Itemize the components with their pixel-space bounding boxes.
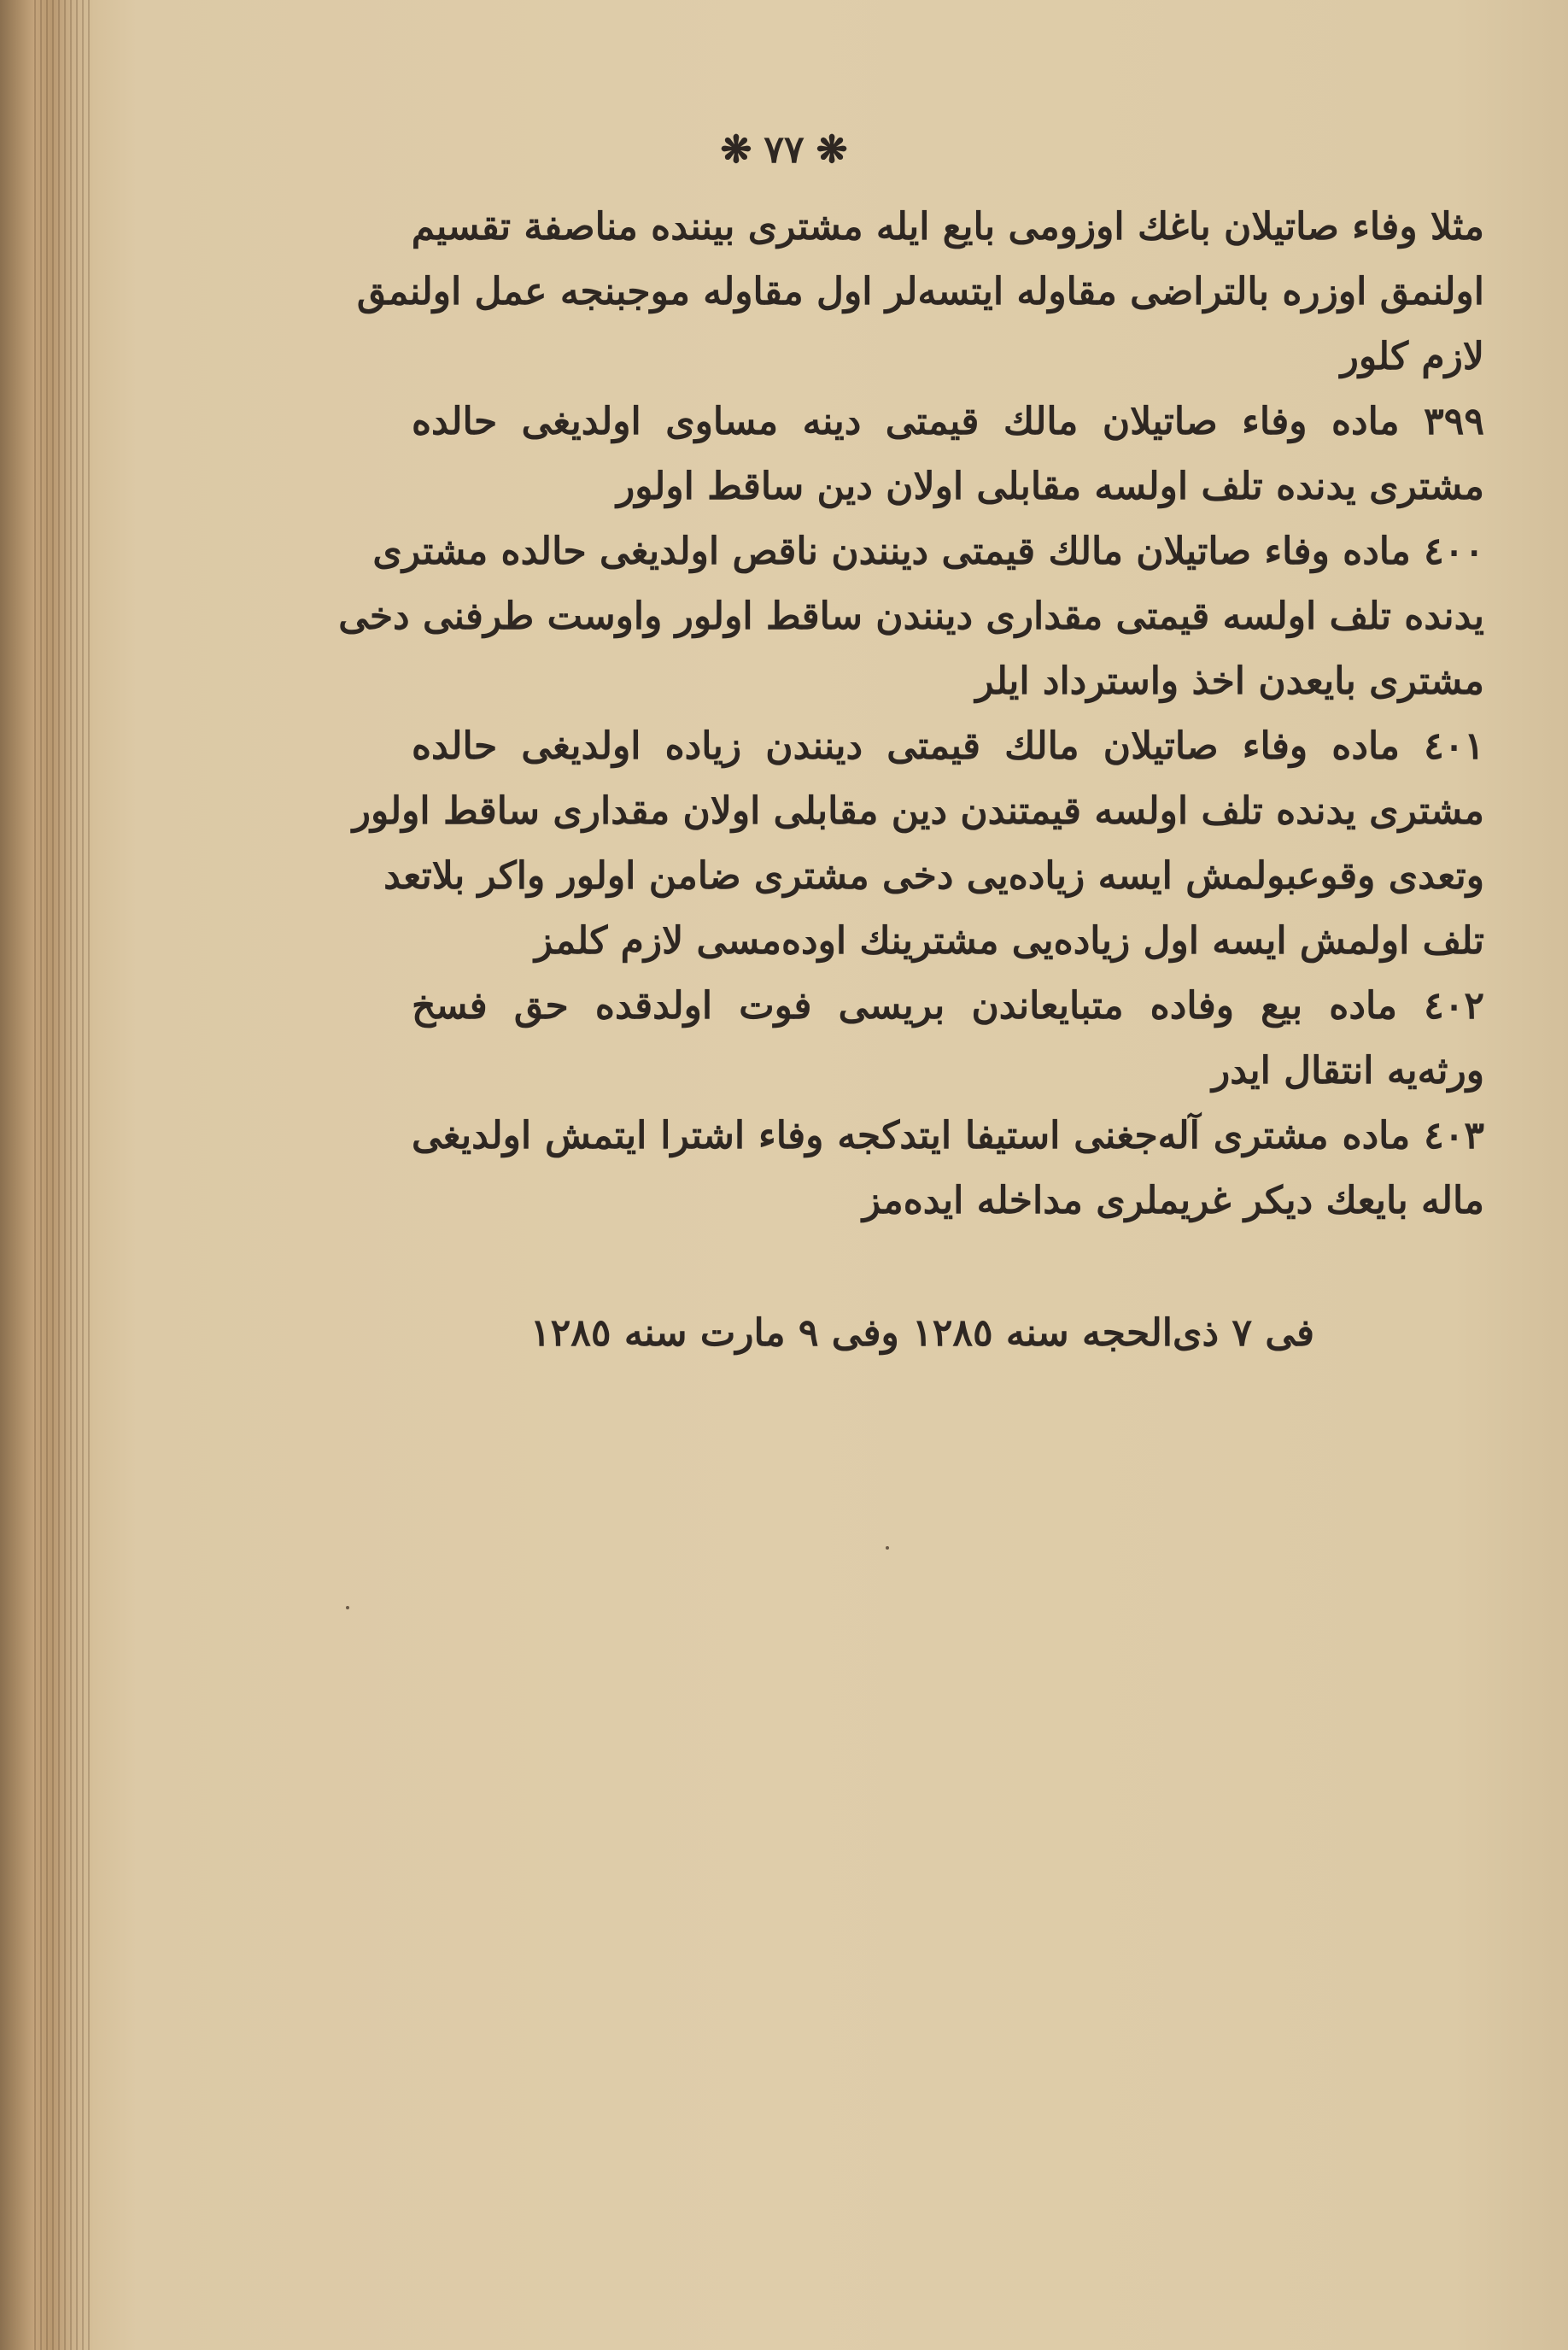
text-line: ماله بايعك ديكر غريملرى مداخله ايده‌مز	[862, 1179, 1484, 1222]
text-line: مشترى يدنده تلف اولسه قيمتندن دين مقابلى اولان مقدارى ساقط اولور	[352, 789, 1484, 833]
paper-speck	[346, 1606, 349, 1609]
ornament-icon: ❋	[816, 128, 848, 172]
body-text	[338, 195, 1484, 1234]
article-400: ٤٠٠ ماده وفاء صاتيلان مالك قيمتى دينندن ناقص اولديغى حالده مشترى	[372, 530, 1484, 573]
text-line: ورثه‌يه انتقال ايدر	[1212, 1049, 1484, 1093]
date-line: فى ٧ ذى‌الحجه سنه ١٢٨٥ وفى ٩ مارت سنه ١٢٨٥	[529, 1311, 1315, 1355]
article-399: ٣٩٩ ماده وفاء صاتيلان مالك قيمتى دينه مساوى اولديغى حالده	[412, 400, 1484, 443]
article-401: ٤٠١ ماده وفاء صاتيلان مالك قيمتى دينندن زياده اولديغى حالده	[412, 724, 1484, 768]
text-line: مشترى بايعدن اخذ واسترداد ايلر	[975, 659, 1484, 703]
text-line: تلف اولمش ايسه اول زياده‌يى مشترينك اوده‌مسى لازم كلمز	[535, 919, 1484, 963]
ornament-icon: ❋	[720, 128, 752, 172]
article-403: ٤٠٣ ماده مشترى آله‌جغنى استيفا ايتدكجه وفاء اشترا ايتمش اولديغى	[412, 1114, 1484, 1157]
page-header	[0, 128, 1568, 172]
paper-speck	[886, 1546, 889, 1550]
text-line: وتعدى وقوعبولمش ايسه زياده‌يى دخى مشترى ضامن اولور واكر بلاتعد	[383, 854, 1484, 898]
text-line: يدنده تلف اولسه قيمتى مقدارى دينندن ساقط اولور واوست طرفنى دخى	[338, 595, 1484, 638]
text-line: مثلا وفاء صاتيلان باغك اوزومى بايع ايله مشترى بيننده مناصفة تقسيم	[411, 205, 1484, 249]
page-number: ٧٧	[764, 128, 804, 172]
page-edges	[34, 0, 94, 2350]
text-line: لازم كلور	[1340, 335, 1484, 378]
text-line: مشترى يدنده تلف اولسه مقابلى اولان دين ساقط اولور	[616, 465, 1484, 508]
article-402: ٤٠٢ ماده بيع وفاده متبايعاندن بريسى فوت اولدقده حق فسخ	[412, 984, 1484, 1028]
text-line: اولنمق اوزره بالتراضى مقاوله ايتسه‌لر اول مقاوله موجبنجه عمل اولنمق	[356, 270, 1484, 314]
